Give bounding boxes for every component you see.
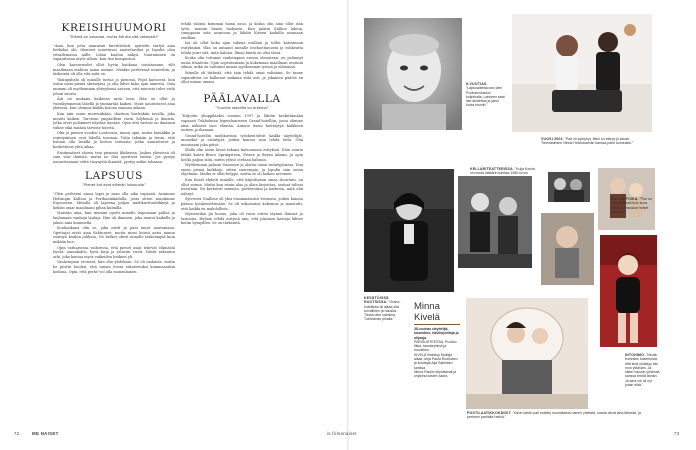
caption-kesatoissa: KESÄTÖISSÄ RUOTSISSA. ”Grand-hotellissa oli aikaa olla turvallinen ja hauska. Tässä olen valmiina Tukholman pihalla.”: [364, 296, 401, 322]
article-column-1: [53, 22, 175, 417]
paragraph: Koska olin tottunut vanhempien erossa olemiseen, en pelännyt uusia tilanteita. Opin sopeutumaan ja kokemaan maailman avoimin silmin, mikä on auttanut minua myöhemmin työssä ja elämässä.: [181, 56, 303, 70]
paragraph: Kun niin osuin murrosikään, ihastuin burleskiin tavalla, joka muutti kaiken. Tarvitsin ympärilleni väriä, höyheniä ja ihmisiä, jotka eivät pelänneet näyttää itseään. Opin että vartalo on ilmaisun väline eikä mitään tarvitse hävetä.: [53, 111, 175, 130]
section-subheading: ”Elämä on vakavaa, mutta älä ota sitä vakavasti”: [69, 35, 159, 39]
paragraph: Yksinpuhelu oli minulle tuttua jo pienenä. Pojat katsoivat, kun esitin omia pieniä sketsejäni, ja olin lähes koko ajan äänessä. Oma mummi oli myöhemmin yhteydessä sanoen, että minusta tulee vielä jotain suurta.: [53, 77, 175, 96]
paragraph: Minulle oli tärkeää, että sain tehdä omat valintani. Se tunne vapaudesta on kulkenut mukana siitä asti, ja jokainen päätös on ollut minun omani.: [181, 70, 303, 85]
paragraph: Isä oli ollut koko ajan tukena urallani ja tullut katsomaan esityksiäni. Hän on antanut minulle itseluottamusta ja rohkeutta tehdä juuri sitä, mitä haluan. Ilman häntä en olisi tässä.: [181, 41, 303, 55]
paragraph: Mysteerikai jäi huone, joka oli vuosi sitten täynnä ihmisiä ja tarinoita. Haluan tehdä esitystä niin, että jokainen katsoja lähtee kotiin hymyillen. Se on tärkeintä.: [181, 212, 303, 226]
magazine-name: ME NAISET: [32, 431, 59, 436]
section-heading-kreisihuumori: KREISIHUUMORI: [61, 22, 167, 34]
magazine-url: is.fi/menaiset: [327, 431, 357, 436]
section-subheading: ”Pienet ilot ovat elämän lukusuola”: [82, 183, 146, 188]
hotel-portrait-photo: [364, 169, 454, 292]
paragraph: Opin varhaisessa vaiheessa, että pienet asiat tekevät elämästä hyvää: aamukahvi, hyvä kirja ja ystävän viesti. Niistä rakentuu arki, joka kantaa myös vaikeiden hetkien yli.: [53, 245, 175, 259]
baby-photo: [364, 18, 462, 130]
caption-6-vuotias: 6-VUOTIAS. ”Lapsuudenkuvani olen Porthaninkadun kotipihalla. Lahkeen saisi itse aloitettua ja jakoi kuvia moniin.”: [466, 82, 505, 108]
caption-kellariteatterissa: KELLARITEATTERISSA. ”Kulja Kosha oli monta lääkärin kanssa 1980-luvun: [470, 167, 535, 176]
section-subheading: ”Suurilla stoorilla on erkerna”: [215, 105, 269, 110]
family-photo: [512, 14, 652, 132]
paragraph: tehdä valinta kumman luona asua, ja koska olin aina ollut isän tyttö, muutin hänen luokseen. Kun päätin Kallion lukion, rumppasin isän asuntoon ja lähdin Kiveen kaduilla asumaan omillani.: [181, 22, 303, 40]
burlesque-photo: [600, 235, 657, 347]
section-heading-paalavalla: PÄÄLAVALLA: [203, 92, 281, 105]
hotel-group-photo: [458, 176, 532, 268]
page-gutter: [347, 0, 349, 450]
paragraph: Myöhemmin palasin Suomeen ja aloitin oman esiintyjäurani. Tein ensin pieniä keikkoja, sitten suurempia, ja lopulta sain oman ohjelman. Matka ei ollut helppo, mutta se oli kaiken arvoinen.: [181, 163, 303, 177]
paragraph: ”Olen perheeni ainoa lapsi ja saan olla aika vapaasti. Asuimme Helsingin Kallion ja Porthaninkadulla, josta sitten muutimme Espooseen. Minulla oli lapsena paljon mielikuvitusleikkejä ja keksin omat maailmani pihan kulmilla.: [53, 192, 175, 210]
caption-vuosi-2002: VUOSI 2002. ”Pari oli symphyt, äitini on elänyt jo kauan. Treenasimme Ninna Hoivistusman kanssa parin komeaksi.”: [541, 137, 634, 146]
page-number-right: 73: [674, 431, 680, 436]
paragraph: Vanhempani erosivat, kun olin yhdeksän. Se oli raskasta, mutta he pitivät huolen, että tunsin itseni rakastetuksi kummassakin kodissa. Opin, että perhe voi olla monenlainen.: [53, 260, 175, 274]
section-heading-lapsuus: LAPSUUS: [85, 170, 143, 183]
mirror-photo: [466, 298, 588, 409]
paragraph: Olin ja pienen vuoden Lontoossa, missä opin, miten komiikka ja esiintyminen ovat lähellä toisiaan. Tulin takaisin ja tiesin, että haluan olla lavalla ja kertoa tarinoita, jotka naurattavat ja koskettavat yhtä aikaa.: [53, 131, 175, 150]
paragraph: ”Kirjoitin ylioppilaaksi vuonna 1997 ja lähdin keskittämään vapaasti Tukholman legendaariseen Grand-hotelliin, jossa olimme aina nähneet ison elämän. Annoin itseni heittäytyä kaikkeen uuteen ja ihanaan.: [181, 114, 303, 133]
paragraph: Illalla olin usein lavan takana katsomassa esityksiä. Näin suuria tähtiä kuten Bruce Springsteen, Prince ja Bryan Adams, ja opin heiltä paljon siitä, miten yleisö otetaan haltuun.: [181, 148, 303, 162]
article-column-2: [181, 22, 303, 417]
caption-aiti-ja-poika: ÄITI JA POIKA. ”Pari on ollut yhdessä kuin kuva. Heillä on hauskat hetket yhdessä.”: [611, 197, 653, 214]
paragraph: Äiti on mukana kaikessa mitä teen. Hän on ollut jo vuosikymmeniä lähellä ja ymmärtää kaiken. Muut naurattavat aina yhdessä, kun olemme kaikki kotona samaan aikaan.: [53, 97, 175, 111]
paragraph: Ensimmäiset shown tein pienissä klubeissa. Joskus yleisössä oli vain viisi ihmistä, mutta ne illat opettivat eniten. Jos pystyy naurattamaan viittä väsynyttä ihmistä, pystyy mihin tahansa.: [53, 150, 175, 164]
paragraph: ”Aina, kun jotta nauraisin hirvittävästi, ajattelin siirtyä aina hetkeksi ohi, tilanteet muuttuvat naurettaviksi ja lopulta olen vitsailemassa niille. Lihan kuuluu näkyä. Nauraminen on vapauttavaa myös silloin, kun itse kompastuu.: [53, 43, 175, 62]
paragraph: Muistan aina, kun mummi opetti minulle leipomaan pullaa ja laulamaan vanhoja lauluja. Hän oli ihminen, joka nauroi kaikelle ja jaksoi aina kuunnella.: [53, 211, 175, 225]
paragraph: Kun Rosel ehdotti minulle, että kirjoittaisin omaa showtani, en ollut varma. Mutta kun istuin alas ja aloin kirjoittaa, tarinat tulivat itsestään. Ne kertoivat minusta, perheestäni ja kaikesta, mitä olin nähnyt.: [181, 178, 303, 196]
child-photo: [541, 213, 594, 285]
bio-divider: [414, 324, 460, 325]
caption-postilaatikkokaidit: POSTILAATIKKOKÄIDIT. ”Kävin käsiin pari esittely suomalaisia nainen yhteistä, urasta olivat aina tärkeää, ja perheen parhaita hetkiä.”: [467, 411, 641, 420]
profile-bio: 38-vuotias näyttelijä, koomikko, käsikirjoittaja ja ohjaaja. PARISUHTEESSA. Puoliso Ilkka, taustaryhmä ja muusikko. KIVELÄ ilmestyy Mullaja aikaa -kirja Paula Ruokosen ja kuvittaja Aija Salmisen kanssa. Ninna Pauliin kirjoittamat ja ohjannut lasten sadut.: [414, 327, 459, 379]
paragraph: Olen kasvuvuodet ollut hyvin kaukana toisistamme, silti maailmaan mahtuu sama asenne. Meidän perheessä naurettiin, ja tärkeintä oli olla sitä mitä on.: [53, 62, 175, 77]
paragraph: Kouluaikana olin se, joka esitti ja pani muut nauramaan. Opettajat eivät aina ilahtuneet, mutta moni heistä antoi minun esiintyä koulun juhlissa. Ne hetket olivat minulle tärkeämpiä kuin mikään koe.: [53, 226, 175, 244]
caption-intohimo: INTOHIMO. ”Neulin burleskin kokemusta, että sinä yhdistyy siin mun ystäväni. Ja sitten halusin yhdessä kanssa tehdä tämän. Ja aina vai oli nyt jotain elää.”: [625, 353, 660, 388]
profile-name: Minna Kivelä: [414, 301, 440, 323]
page-number-left: 72: [14, 431, 20, 436]
paragraph: Sylvester Stallone oli yksi ensimmäisistä vieraista, joiden kanssa pääsin työskentelemään. Se oli uskomaton kokemus ja muistutti, että kaikki on mahdollista.: [181, 197, 303, 211]
paragraph: Grand-hotellin mielikuvissa työskentelivät kaikki näyttelijät, muusikot ja esiintyjät, joiden kanssa sain tehdä töitä. Olin innoissani joka päivä.: [181, 133, 303, 147]
theatre-photo: [548, 172, 590, 202]
